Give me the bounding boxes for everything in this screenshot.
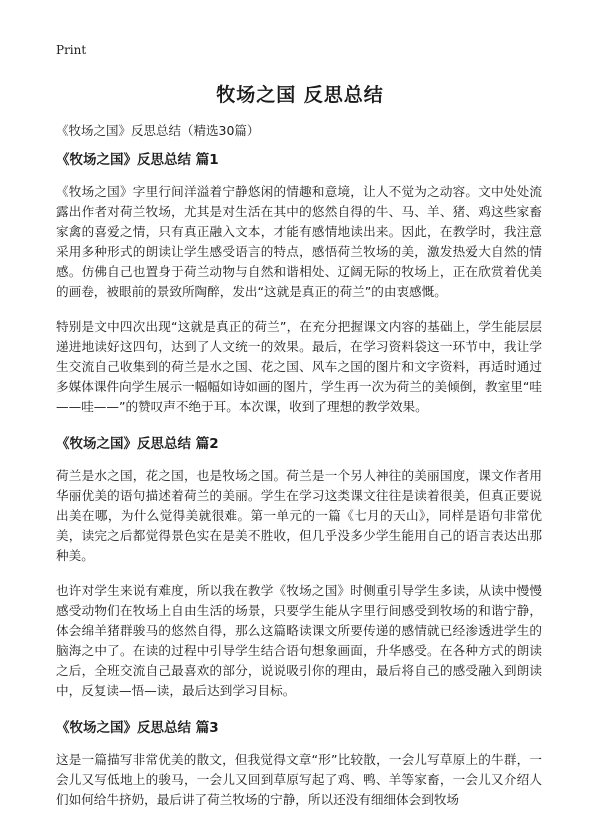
section-heading: 《牧场之国》反思总结 篇3 bbox=[56, 720, 219, 736]
section-1 bbox=[56, 148, 542, 417]
section-3 bbox=[56, 716, 542, 810]
page-subtitle: 《牧场之国》反思总结（精选30篇） bbox=[56, 123, 260, 138]
paragraph: 《牧场之国》字里行间洋溢着宁静悠闲的情趣和意境，让人不觉为之动容。文中处处流露出作者对荷兰牧场，尤其是对生活在其中的悠然自得的牛、马、羊、猪、鸡这些家畜家禽的喜爱之情，只有真正融入文本，才能有感情地读出来。因此，在教学时，我注意采用多种形式的朗读让学生感受语言的特点，感悟荷兰牧场的美，激发热爱大自然的情感。仿佛自己也置身于荷兰动物与自然和谐相处、辽阔无际的牧场上，正在欣赏着优美的画卷，被眼前的景致所陶醉，发出“这就是真正的荷兰”的由衷感慨。 bbox=[56, 184, 542, 299]
page-title: 牧场之国 反思总结 bbox=[216, 84, 384, 106]
document-content bbox=[56, 148, 542, 825]
paragraph: 特别是文中四次出现“这就是真正的荷兰”，在充分把握课文内容的基础上，学生能层层递进地读好这四句，达到了人文统一的效果。最后，在学习资料袋这一环节中，我让学生交流自己收集到的荷兰是水之国、花之国、风车之国的图片和文字资料，再适时通过多媒体课件向学生展示一幅幅如诗如画的图片，学生再一次为荷兰的美倾倒，教室里“哇——哇——”的赞叹声不绝于耳。本次课，收到了理想的教学效果。 bbox=[56, 319, 542, 414]
section-heading: 《牧场之国》反思总结 篇1 bbox=[56, 152, 219, 168]
paragraph: 这是一篇描写非常优美的散文，但我觉得文章“形”比较散，一会儿写草原上的牛群，一会儿又写低地上的骏马，一会儿又回到草原写起了鸡、鸭、羊等家畜，一会儿又介绍人们如何给牛挤奶，最后讲了荷兰牧场的宁静，所以还没有细细体会到牧场 bbox=[56, 752, 542, 807]
paragraph: 也许对学生来说有难度，所以我在教学《牧场之国》时侧重引导学生多读，从读中慢慢感受动物们在牧场上自由生活的场景，只要学生能从字里行间感受到牧场的和谐宁静，体会绵羊猪群骏马的悠然自得，那么这篇略读课文所要传递的感情就已经渗透进学生的脑海之中了。在读的过程中引导学生结合语句想象画面，升华感受。在各种方式的朗读之后，全班交流自己最喜欢的部分，说说吸引你的理由，最后将自己的感受融入到朗读中，反复读—悟—读，最后达到学习目标。 bbox=[56, 583, 542, 698]
section-heading: 《牧场之国》反思总结 篇2 bbox=[56, 436, 219, 452]
print-label: Print bbox=[56, 43, 87, 57]
section-2 bbox=[56, 432, 542, 701]
paragraph: 荷兰是水之国，花之国，也是牧场之国。荷兰是一个另人神往的美丽国度，课文作者用华丽优美的语句描述着荷兰的美丽。学生在学习这类课文往往是读着很美，但真正要说出美在哪，为什么觉得美就很难。第一单元的一篇《七月的天山》，同样是语句非常优美，读完之后都觉得景色实在是美不胜收，但几乎没多少学生能用自己的语言表达出那种美。 bbox=[56, 468, 542, 563]
